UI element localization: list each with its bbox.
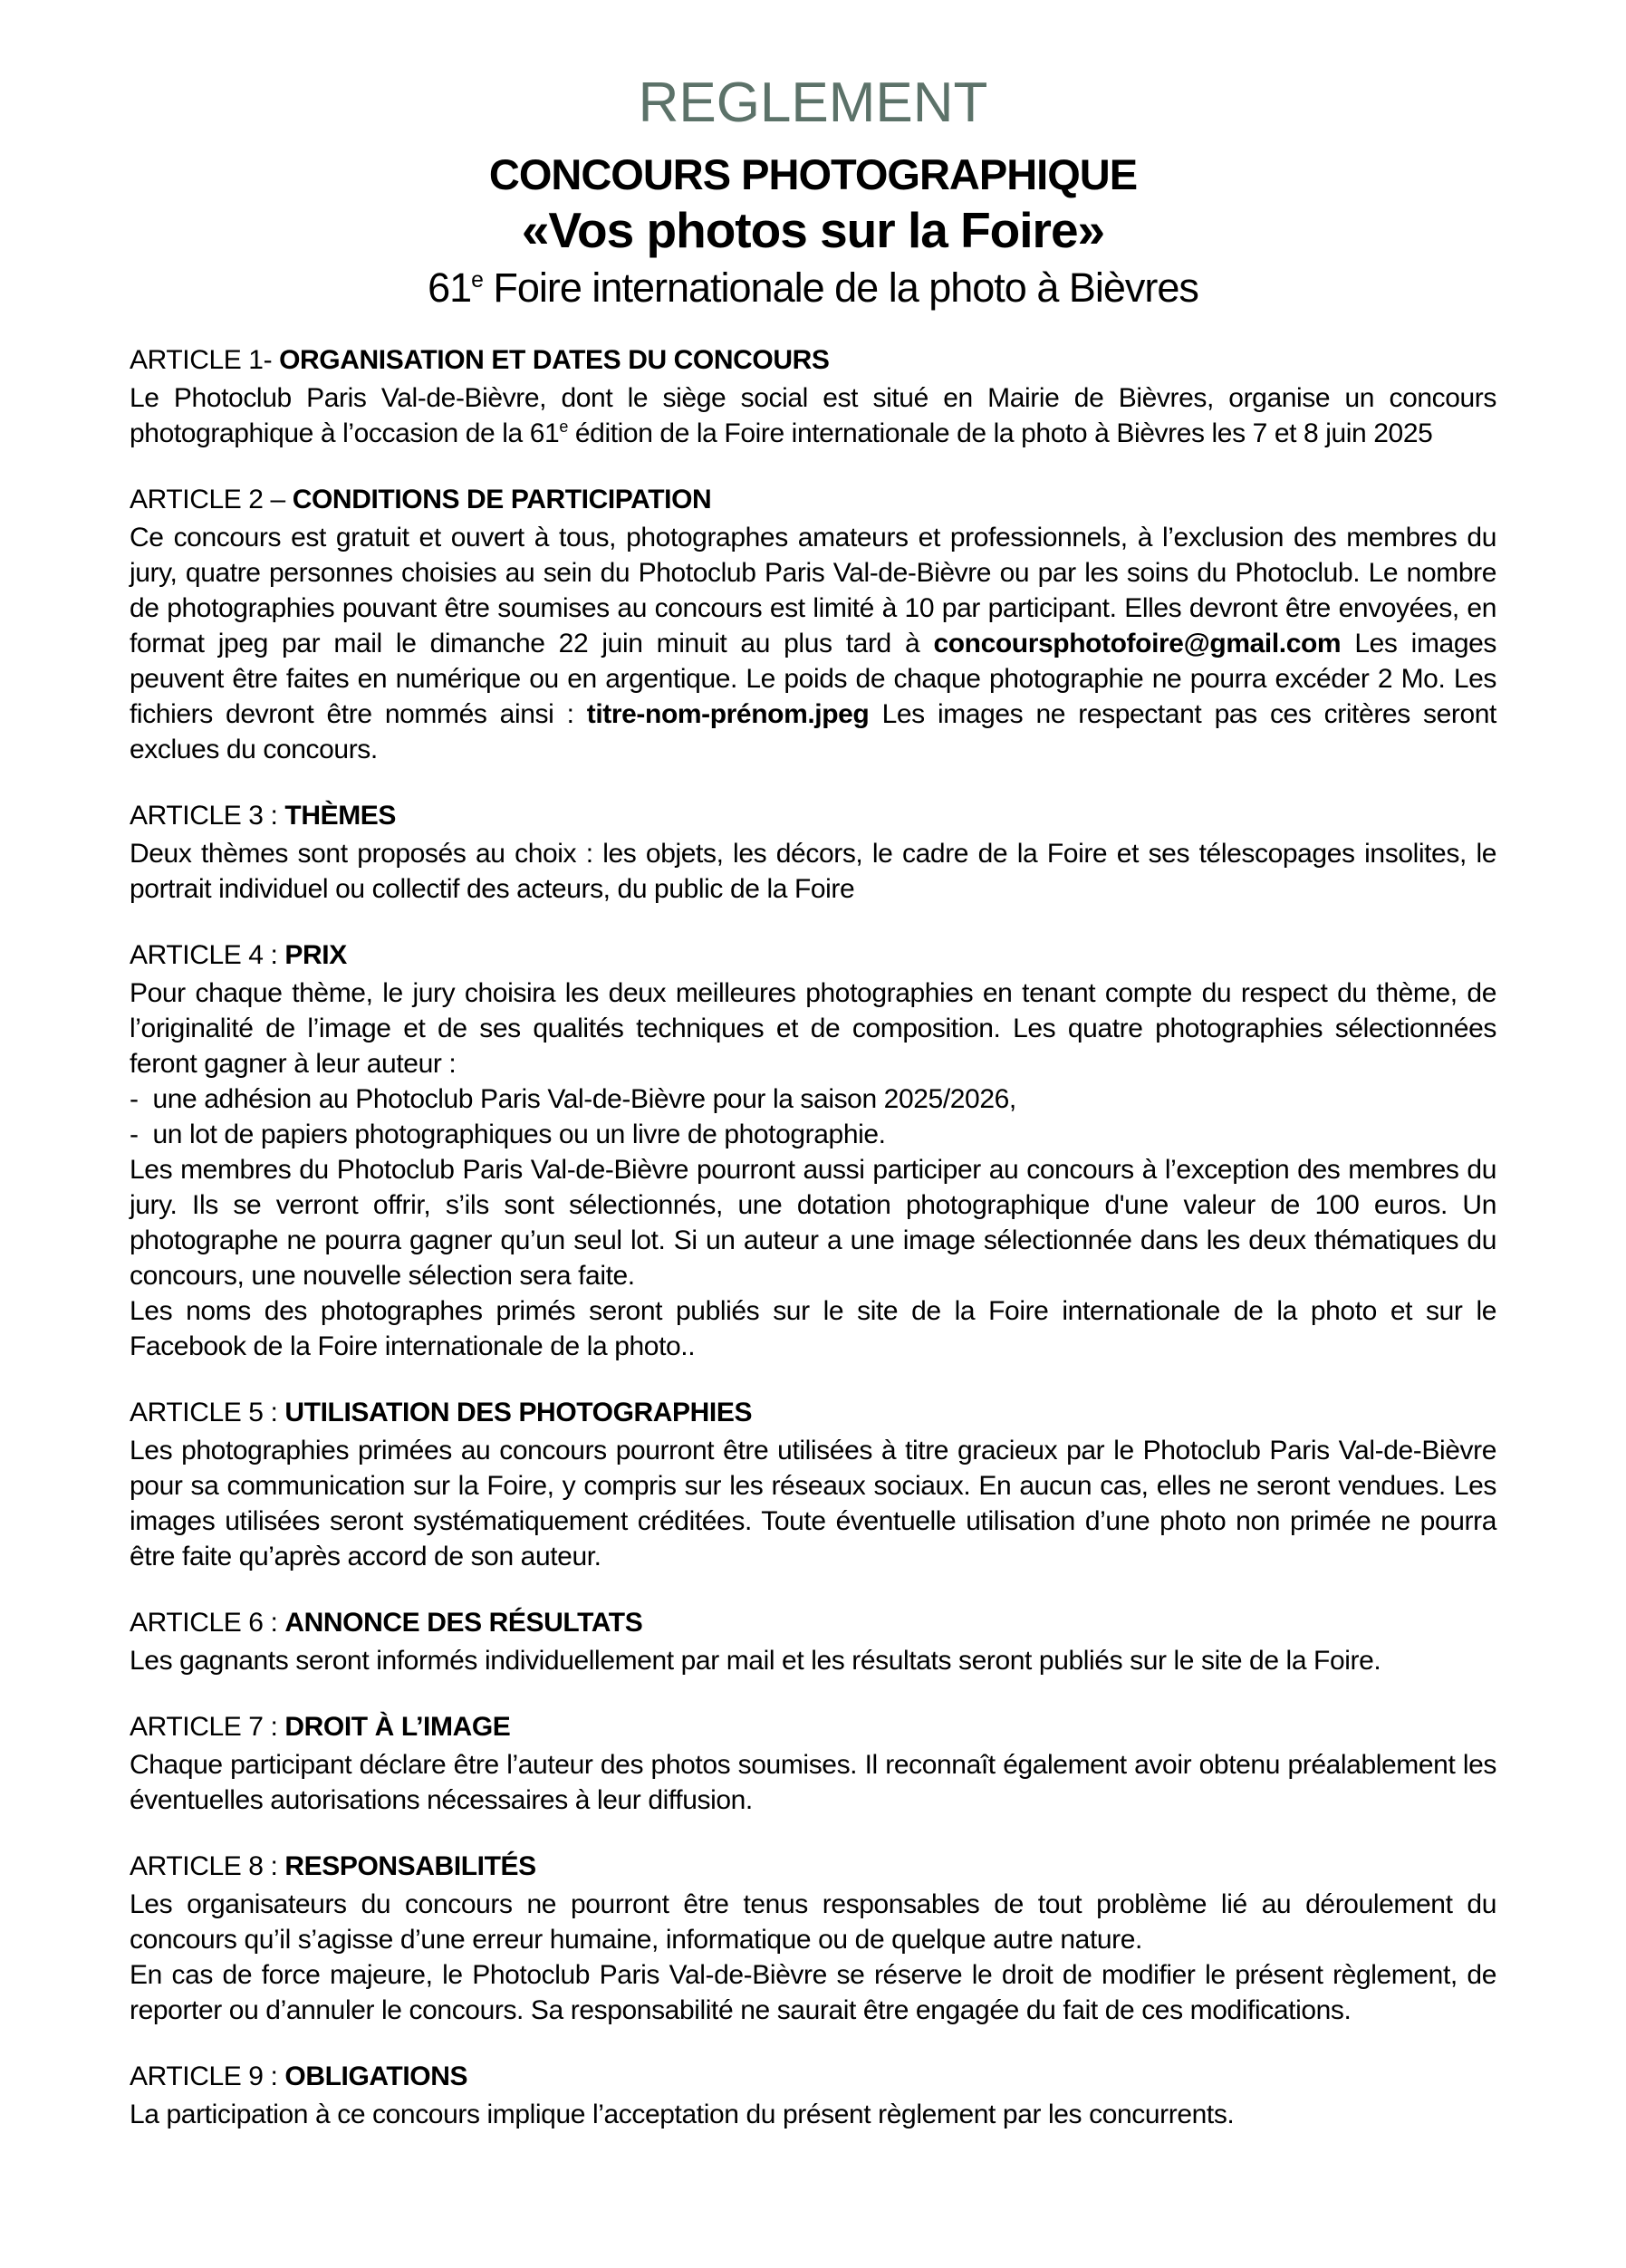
article-title: OBLIGATIONS (284, 2061, 468, 2091)
article-section (130, 1709, 1496, 1818)
text-run: Les photographies primées au concours pourront être utilisées à titre gracieux par le Photoclub Paris Val-de-Bièvre pour sa communication sur la Foire, y compris sur les réseaux sociaux. En aucun cas, elles ne seront vendues. Les images utilisées seront systématiquement créditées. Toute éventuelle utilisation d’une photo non primée ne pourra être faite qu’après accord de son auteur. (130, 1436, 1496, 1571)
text-run: En cas de force majeure, le Photoclub Paris Val-de-Bièvre se réserve le droit de modifier le présent règlement, de reporter ou d’annuler le concours. Sa responsabilité ne saurait être engagée du fait de ces modifications. (130, 1960, 1496, 2025)
paragraph (130, 1887, 1496, 1957)
article-label: ARTICLE 6 : (130, 1608, 285, 1638)
article-label: ARTICLE 1- (130, 345, 280, 375)
paragraph (130, 1433, 1496, 1574)
paragraph (130, 380, 1496, 451)
list-item (130, 1081, 1496, 1117)
articles-container (130, 342, 1496, 2132)
article-heading (130, 798, 1496, 833)
edition-rest: Foire internationale de la photo à Bièvres (482, 264, 1198, 311)
paragraph (130, 1957, 1496, 2028)
text-run: Les images ne respectant pas ces critères seront exclues du concours. (130, 699, 1496, 764)
text-run: Les gagnants seront informés individuellement par mail et les résultats seront publiés sur le site de la Foire. (130, 1646, 1381, 1676)
edition-ordinal-suffix: e (471, 268, 483, 293)
text-run: édition de la Foire internationale de la photo à Bièvres les 7 et 8 juin 2025 (567, 418, 1433, 448)
text-run: Les organisateurs du concours ne pourront être tenus responsables de tout problème lié au déroulement du concours qu’il s’agisse d’une erreur humaine, informatique ou de quelque autre nature. (130, 1889, 1496, 1955)
article-section (130, 798, 1496, 907)
article-label: ARTICLE 2 – (130, 485, 293, 514)
article-heading (130, 482, 1496, 517)
article-label: ARTICLE 5 : (130, 1398, 285, 1427)
edition-title (130, 264, 1496, 312)
article-heading (130, 2059, 1496, 2094)
list-item (130, 1117, 1496, 1152)
paragraph (130, 1152, 1496, 1293)
bold-text: concoursphotofoire@gmail.com (933, 629, 1342, 658)
article-heading (130, 937, 1496, 973)
bold-text: titre-nom-prénom.jpeg (586, 699, 870, 729)
article-label: ARTICLE 7 : (130, 1712, 285, 1742)
article-title: RESPONSABILITÉS (284, 1851, 536, 1881)
text-run: Deux thèmes sont proposés au choix : les objets, les décors, le cadre de la Foire et ses télescopages insolites, le portrait individuel ou collectif des acteurs, du public de la Foire (130, 839, 1496, 904)
text-run: Les noms des photographes primés seront publiés sur le site de la Foire internationale de la photo et sur le Facebook de la Foire internationale de la photo.. (130, 1296, 1496, 1361)
article-label: ARTICLE 9 : (130, 2061, 285, 2091)
text-run: Les images peuvent être faites en numérique ou en argentique. Le poids de chaque photographie ne pourra excéder 2 Mo. Les fichiers devront être nommés ainsi : (130, 629, 1496, 729)
article-section (130, 2059, 1496, 2132)
article-title: DROIT À L’IMAGE (284, 1712, 511, 1742)
article-title: UTILISATION DES PHOTOGRAPHIES (284, 1398, 753, 1427)
article-label: ARTICLE 8 : (130, 1851, 285, 1881)
text-run: La participation à ce concours implique l’acceptation du présent règlement par les concurrents. (130, 2100, 1235, 2129)
text-run: Les membres du Photoclub Paris Val-de-Bièvre pourront aussi participer au concours à l’exception des membres du jury. Ils se verront offrir, s’ils sont sélectionnés, une dotation photographique d'une valeur de 100 euros. Un photographe ne pourra gagner qu’un seul lot. Si un auteur a une image sélectionnée dans les deux thématiques du concours, une nouvelle sélection sera faite. (130, 1155, 1496, 1291)
article-heading (130, 1849, 1496, 1884)
article-section (130, 937, 1496, 1364)
article-heading (130, 342, 1496, 378)
article-section (130, 1605, 1496, 1678)
text-run: Chaque participant déclare être l’auteur des photos soumises. Il reconnaît également avoir obtenu préalablement les éventuelles autorisations nécessaires à leur diffusion. (130, 1750, 1496, 1815)
superscript-text: e (559, 418, 568, 436)
article-title: THÈMES (284, 801, 397, 831)
paragraph (130, 1293, 1496, 1364)
article-title: ORGANISATION ET DATES DU CONCOURS (279, 345, 830, 375)
article-heading (130, 1605, 1496, 1640)
paragraph (130, 975, 1496, 1081)
document-title: REGLEMENT (638, 72, 988, 134)
article-section (130, 1395, 1496, 1574)
article-section (130, 1849, 1496, 2028)
document-header (130, 71, 1496, 312)
article-label: ARTICLE 4 : (130, 940, 285, 970)
paragraph (130, 1643, 1496, 1678)
article-label: ARTICLE 3 : (130, 801, 285, 831)
paragraph (130, 2097, 1496, 2132)
article-heading (130, 1395, 1496, 1430)
text-run: Le Photoclub Paris Val-de-Bièvre, dont le siège social est situé en Mairie de Bièvres, organise un concours photographique à l’occasion de la 61 (130, 383, 1496, 448)
article-title: ANNONCE DES RÉSULTATS (284, 1608, 643, 1638)
text-run: Ce concours est gratuit et ouvert à tous, photographes amateurs et professionnels, à l’exclusion des membres du jury, quatre personnes choisies au sein du Photoclub Paris Val-de-Bièvre ou par les soins du Photoclub. Le nombre de photographies pouvant être soumises au concours est limité à 10 par participant. Elles devront être envoyées, en format jpeg par mail le dimanche 22 juin minuit au plus tard à (130, 523, 1496, 658)
article-title: PRIX (284, 940, 347, 970)
paragraph (130, 1747, 1496, 1818)
text-run: Pour chaque thème, le jury choisira les deux meilleures photographies en tenant compte du respect du thème, de l’originalité de l’image et de ses qualités techniques et de composition. Les quatre photographies sélectionnées feront gagner à leur auteur : (130, 978, 1496, 1079)
text-run: - un lot de papiers photographiques ou un livre de photographie. (130, 1120, 886, 1149)
edition-number: 61 (428, 264, 472, 311)
paragraph (130, 520, 1496, 767)
article-title: CONDITIONS DE PARTICIPATION (292, 485, 712, 514)
article-section (130, 342, 1496, 451)
article-heading (130, 1709, 1496, 1744)
contest-name-title: «Vos photos sur la Foire» (521, 202, 1105, 258)
article-section (130, 482, 1496, 767)
text-run: - une adhésion au Photoclub Paris Val-de-Bièvre pour la saison 2025/2026, (130, 1084, 1016, 1114)
contest-type-title: CONCOURS PHOTOGRAPHIQUE (488, 150, 1138, 198)
paragraph (130, 836, 1496, 907)
